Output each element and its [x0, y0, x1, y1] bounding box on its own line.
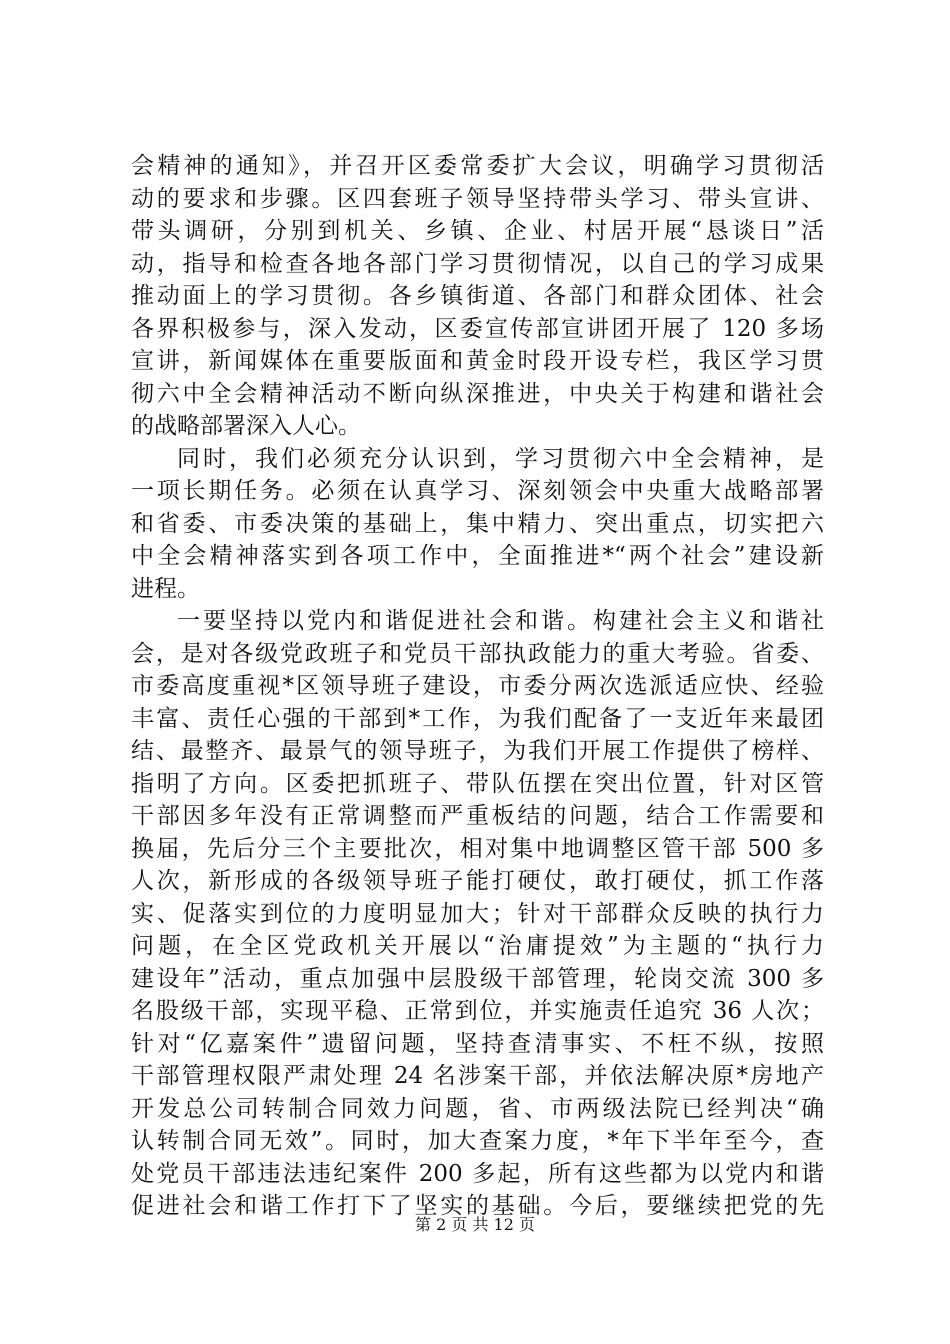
paragraph-line: 实、促落实到位的力度明显加大；针对干部群众反映的执行力 — [131, 900, 824, 927]
paragraph-line: 一项长期任务。必须在认真学习、深刻领会中央重大战略部署 — [131, 478, 824, 504]
paragraph-line: 动，指导和检查各地各部门学习贯彻情况，以自己的学习成果 — [131, 250, 824, 277]
paragraph-line: 宣讲，新闻媒体在重要版面和黄金时段开设专栏，我区学习贯 — [131, 348, 824, 374]
paragraph-line: 彻六中全会精神活动不断向纵深推进，中央关于构建和谐社会 — [131, 380, 824, 407]
paragraph-line: 干部因多年没有正常调整而严重板结的问题，结合工作需要和 — [131, 803, 824, 829]
document-body — [131, 150, 824, 1223]
paragraph-line: 带头调研，分别到机关、乡镇、企业、村居开展“恳谈日”活 — [131, 218, 824, 244]
paragraph-line: 进程。 — [131, 575, 200, 602]
paragraph-line: 丰富、责任心强的干部到*工作，为我们配备了一支近年来最团 — [131, 705, 824, 732]
paragraph-line: 结、最整齐、最景气的领导班子，为我们开展工作提供了榜样、 — [131, 738, 824, 764]
paragraph-line: 市委高度重视*区领导班子建设，市委分两次选派适应快、经验 — [131, 673, 824, 699]
paragraph-line: 人次，新形成的各级领导班子能打硬仗，敢打硬仗，抓工作落 — [131, 868, 824, 894]
paragraph-line: 推动面上的学习贯彻。各乡镇街道、各部门和群众团体、社会 — [131, 283, 824, 309]
paragraph-line: 认转制合同无效”。同时，加大查案力度，*年下半年至今，查 — [131, 1128, 824, 1154]
paragraph-line: 促进社会和谐工作打下了坚实的基础。今后，要继续把党的先 — [131, 1193, 824, 1219]
paragraph-line: 处党员干部违法违纪案件 200 多起，所有这些都为以党内和谐 — [131, 1160, 824, 1187]
page-footer — [0, 1215, 950, 1235]
paragraph-line: 干部管理权限严肃处理 24 名涉案干部，并依法解决原*房地产 — [131, 1063, 824, 1089]
paragraph-first-line: 同时，我们必须充分认识到，学习贯彻六中全会精神，是 — [177, 445, 824, 472]
paragraph-line: 的战略部署深入人心。 — [131, 413, 361, 439]
paragraph-line: 各界积极参与，深入发动，区委宣传部宣讲团开展了 120 多场 — [131, 315, 824, 342]
paragraph-line: 指明了方向。区委把抓班子、带队伍摆在突出位置，针对区管 — [131, 770, 824, 797]
paragraph-line: 换届，先后分三个主要批次，相对集中地调整区管干部 500 多 — [131, 835, 824, 862]
paragraph-line: 和省委、市委决策的基础上，集中精力、突出重点，切实把六 — [131, 510, 824, 537]
paragraph-first-line: 一要坚持以党内和谐促进社会和谐。构建社会主义和谐社 — [177, 608, 824, 634]
paragraph-line: 针对“亿嘉案件”遗留问题，坚持查清事实、不枉不纵，按照 — [131, 1030, 824, 1057]
paragraph-line: 会，是对各级党政班子和党员干部执政能力的重大考验。省委、 — [131, 640, 824, 667]
paragraph-line: 中全会精神落实到各项工作中，全面推进*“两个社会”建设新 — [131, 543, 824, 569]
paragraph-line: 动的要求和步骤。区四套班子领导坚持带头学习、带头宣讲、 — [131, 185, 824, 212]
paragraph-line: 开发总公司转制合同效力问题，省、市两级法院已经判决“确 — [131, 1095, 824, 1122]
paragraph-line: 建设年”活动，重点加强中层股级干部管理，轮岗交流 300 多 — [131, 965, 824, 992]
paragraph-line: 名股级干部，实现平稳、正常到位，并实施责任追究 36 人次； — [131, 998, 824, 1024]
paragraph-line: 问题，在全区党政机关开展以“治庸提效”为主题的“执行力 — [131, 933, 824, 959]
page-number: 第 2 页 共 12 页 — [415, 1215, 535, 1234]
paragraph-line: 会精神的通知》，并召开区委常委扩大会议，明确学习贯彻活 — [131, 153, 824, 179]
